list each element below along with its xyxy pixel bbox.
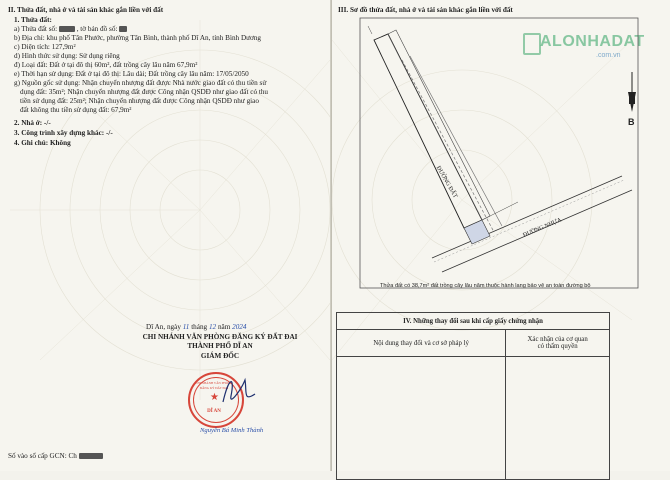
usage-form-row: d) Hình thức sử dụng: Sử dụng riêng (14, 52, 120, 60)
origin-line-2: dụng đất: 35m²; Nhận chuyển nhượng đất được Công nhận QSDĐ như giao đất có thu (20, 88, 269, 96)
changes-col-confirmation-line-1: Xác nhận của cơ quan (527, 336, 588, 343)
changes-table-title: IV. Những thay đổi sau khi cấp giấy chứng nhận (337, 313, 610, 330)
north-label: B (628, 117, 635, 127)
date-month: 12 (208, 323, 217, 331)
origin-line-3: tiền sử dụng đất: 25m²; Nhận chuyển nhượng đất được Công nhận QSDĐ như giao (20, 97, 259, 105)
redacted-parcel-number (59, 26, 75, 32)
date-month-label: tháng (191, 323, 208, 331)
address-row: b) Địa chỉ: khu phố Tân Phước, phường Tân Bình, thành phố Dĩ An, tỉnh Bình Dương (14, 34, 262, 42)
changes-col-content: Nội dung thay đổi và cơ sở pháp lý (337, 330, 506, 357)
office-name-line-2: THÀNH PHỐ DĨ AN (187, 342, 253, 350)
parcel-heading: 1. Thửa đất: (14, 16, 52, 24)
note-row: 4. Ghi chú: Không (14, 139, 71, 147)
date-place: Dĩ An, ngày (146, 323, 181, 331)
date-year-label: năm (217, 323, 231, 331)
gcn-entry-row (8, 452, 103, 461)
parcel-diagram (332, 0, 670, 300)
changes-table (336, 312, 610, 480)
section-2-title: II. Thửa đất, nhà ở và tài sản khác gắn liền với đất (8, 6, 164, 14)
changes-empty-cell-1 (337, 357, 506, 480)
watermark-domain: .com.vn (596, 52, 621, 59)
signer-name: Nguyễn Bá Minh Thành (200, 427, 264, 434)
date-year: 2024 (232, 323, 247, 331)
director-title: GIÁM ĐỐC (200, 352, 240, 360)
land-type-row: đ) Loại đất: Đất ở tại đô thị 60m², đất trồng cây lâu năm 67,9m² (14, 61, 198, 69)
parcel-number-row (14, 25, 127, 34)
dirt-road-label: ĐƯỜNG ĐẤT (434, 165, 458, 200)
stamp-text-2: ĐĂNG KÝ ĐẤT ĐAI (199, 386, 229, 390)
origin-line-4: đất không thu tiền sử dụng đất: 67,9m² (20, 106, 132, 114)
house-row: 2. Nhà ở: -/- (14, 119, 51, 127)
other-construction-row: 3. Công trình xây dựng khác: -/- (14, 129, 113, 137)
changes-col-confirmation (506, 330, 610, 357)
left-page (0, 0, 332, 471)
gcn-entry-label: Số vào sổ cấp GCN: Ch (8, 452, 77, 460)
changes-empty-cell-2 (506, 357, 610, 480)
signing-date (146, 323, 246, 332)
parcel-number-label: a) Thửa đất số: (14, 25, 58, 33)
signature-icon (205, 372, 265, 412)
map-sheet-label: , tờ bản đồ số: (76, 25, 118, 33)
watermark-text: ALONHADAT (540, 33, 645, 50)
stamp-star-icon: ★ (210, 392, 219, 403)
date-day: 11 (182, 323, 190, 331)
redacted-map-sheet (119, 26, 127, 32)
diagram-note: Thửa đất có 38,7m² đất trồng cây lâu năm thuộc hành lang bảo vệ an toàn đường bộ (380, 283, 591, 289)
usage-term-row: e) Thời hạn sử dụng: Đất ở tại đô thị: Lâu dài; Đất trồng cây lâu năm: 17/05/2050 (14, 70, 249, 78)
office-name-line-1: CHI NHÁNH VĂN PHÒNG ĐĂNG KÝ ĐẤT ĐAI (142, 333, 298, 341)
stamp-text-3: DĨ AN (207, 409, 221, 414)
redacted-gcn-number (79, 453, 103, 459)
section-3-title: III. Sơ đồ thửa đất, nhà ở và tài sản khác gắn liền với đất (338, 6, 513, 14)
stamp-text-1: CHI NHÁNH VĂN PHÒNG (195, 381, 233, 385)
origin-line-1: g) Nguồn gốc sử dụng: Nhận chuyển nhượng đất được Nhà nước giao đất có thu tiền sử (14, 79, 267, 87)
changes-col-confirmation-line-2: có thẩm quyền (537, 343, 578, 350)
paved-road-label: ĐƯỜNG NHỰA (522, 217, 563, 239)
area-row: c) Diện tích: 127,9m² (14, 43, 76, 51)
